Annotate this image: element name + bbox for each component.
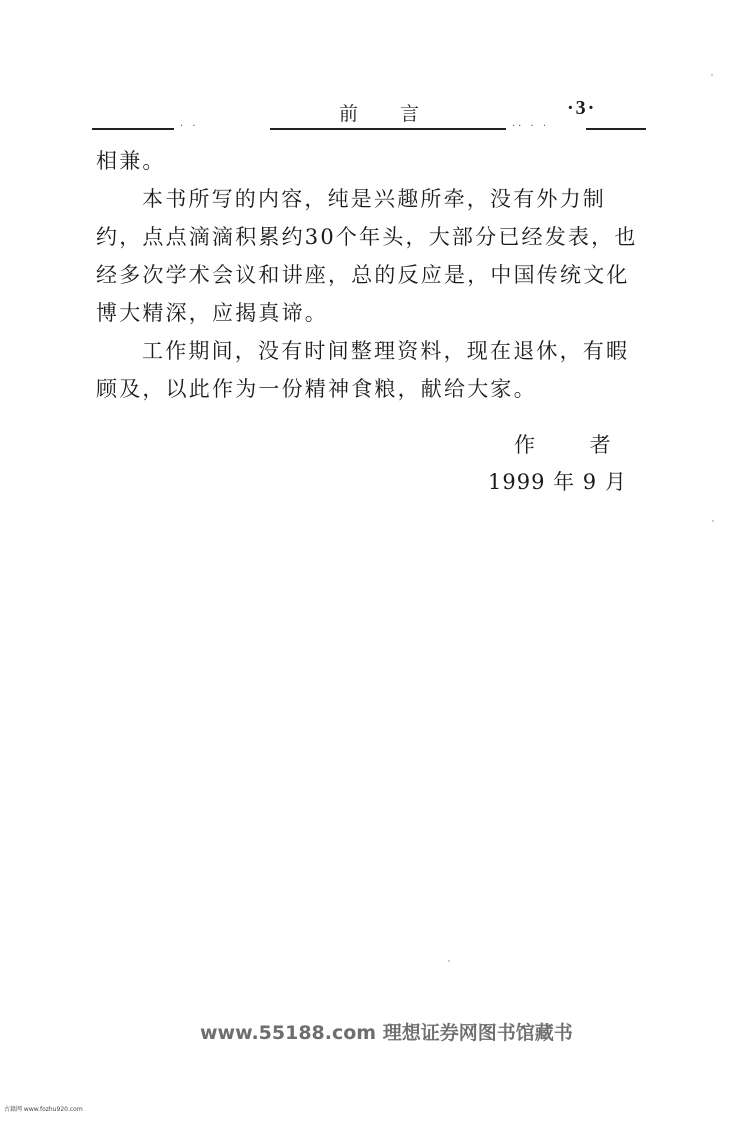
body-text	[96, 142, 652, 408]
watermark: www.55188.com 理想证券网图书馆藏书	[200, 1022, 573, 1044]
header-title: 前 言	[339, 103, 438, 125]
signature-date: 1999 年 9 月	[488, 470, 627, 494]
page-number: ·3·	[567, 97, 597, 119]
header-rule-right	[586, 128, 646, 130]
paragraph: 本书所写的内容，纯是兴趣所牵，没有外力制约，点点滴滴积累约30个年头，大部分已经发表，也经多次学术会议和讲座，总的反应是，中国传统文化博大精深，应揭真谛。	[96, 187, 638, 325]
scan-speck	[712, 520, 714, 522]
scan-speck	[448, 960, 450, 962]
header-rule-left	[92, 128, 174, 130]
corner-mark: 古籍网 www.fozhu920.com	[4, 1106, 83, 1113]
scan-speck	[711, 74, 713, 76]
header-rule-dots: · ·	[180, 121, 199, 132]
header-rule-dots: ·· · ·	[512, 121, 550, 132]
paragraph: 工作期间，没有时间整理资料，现在退休，有暇顾及，以此作为一份精神食粮，献给大家。	[96, 339, 630, 401]
header-rule-middle	[270, 128, 506, 130]
signature-author: 作 者	[514, 433, 635, 457]
paragraph: 相兼。	[96, 149, 166, 173]
